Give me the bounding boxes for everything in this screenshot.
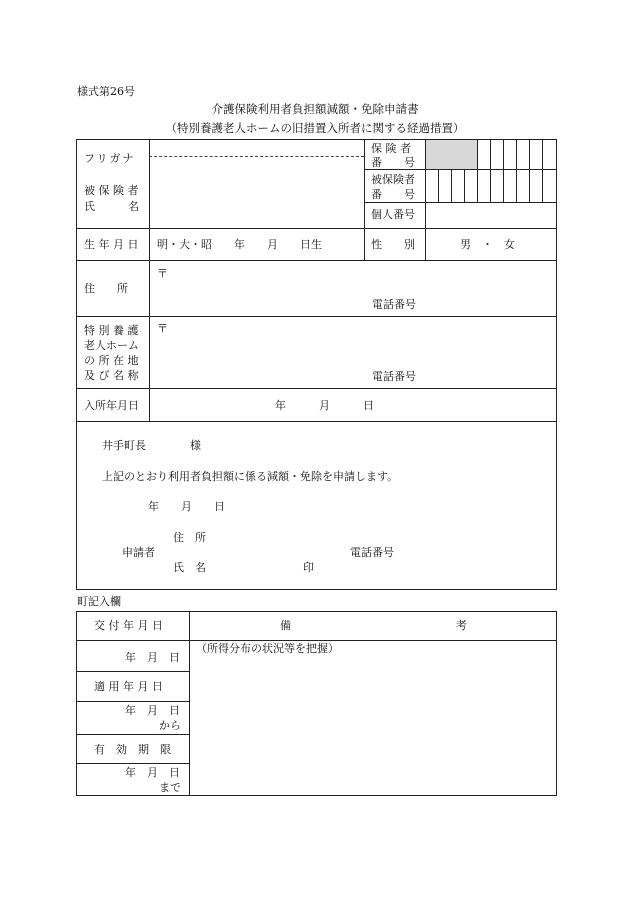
address-label: 住 所 — [84, 282, 128, 295]
admission-label: 入所年月日 — [84, 399, 139, 412]
facility-postal-mark: 〒 — [157, 322, 168, 335]
facility-label-2: 老人ホーム — [84, 339, 139, 352]
insurer-number-label-2: 番 号 — [371, 156, 415, 169]
valid-until-suffix: まで — [159, 781, 181, 794]
request-statement: 上記のとおり利用者負担額に係る減額・免除を申請します。 — [102, 470, 399, 483]
gender-value: 男 ・ 女 — [460, 238, 515, 251]
postal-mark: 〒 — [157, 267, 168, 280]
issue-date-value: 年 月 日 — [125, 651, 180, 664]
form-number: 様式第26号 — [77, 85, 135, 98]
applicant-name-label: 氏 名 — [173, 561, 206, 574]
applicant-phone-label: 電話番号 — [350, 546, 394, 559]
insurer-number-shaded — [426, 140, 477, 169]
remarks-note: （所得分布の状況等を把握） — [196, 642, 339, 655]
insurer-number-label: 保 険 者 — [371, 142, 411, 155]
facility-phone-label: 電話番号 — [372, 370, 416, 383]
admission-value: 年 月 日 — [275, 399, 374, 412]
birthdate-label: 生 年 月 日 — [84, 238, 139, 251]
insured-name-label: 被 保 険 者 — [84, 184, 139, 197]
insured-number-label-2: 番 号 — [371, 188, 415, 201]
form-subtitle: （特別養護老人ホームの旧措置入所者に関する経過措置） — [165, 121, 465, 135]
valid-until-value: 年 月 日 — [125, 766, 180, 779]
personal-number-label: 個人番号 — [371, 208, 415, 221]
form-title: 介護保険利用者負担額減額・免除申請書 — [211, 102, 419, 116]
apply-from: から — [159, 719, 181, 732]
insured-name-label-2: 氏 名 — [84, 200, 139, 213]
seal-mark: 印 — [303, 561, 314, 574]
gender-label: 性 別 — [371, 238, 415, 251]
remarks-label: 備 考 — [280, 619, 467, 632]
applicant-address-label: 住 所 — [173, 531, 206, 544]
town-section-label: 町記入欄 — [77, 595, 121, 608]
applicant-label: 申請者 — [122, 546, 155, 559]
furigana-label: フリガナ — [84, 152, 136, 165]
issue-date-label: 交 付 年 月 日 — [94, 619, 163, 632]
apply-date-label: 適 用 年 月 日 — [94, 680, 163, 693]
apply-date-value: 年 月 日 — [125, 704, 180, 717]
facility-label-4: 及 び 名 称 — [84, 369, 139, 382]
facility-label-3: の 所 在 地 — [84, 354, 139, 367]
addressee: 井手町長 様 — [102, 439, 201, 452]
phone-label: 電話番号 — [372, 298, 416, 311]
valid-until-label: 有 効 期 限 — [94, 743, 171, 756]
facility-label-1: 特 別 養 護 — [84, 324, 139, 337]
birthdate-value: 明・大・昭 年 月 日生 — [157, 238, 322, 251]
insured-number-label: 被保険者 — [371, 173, 415, 186]
request-date: 年 月 日 — [148, 500, 225, 513]
